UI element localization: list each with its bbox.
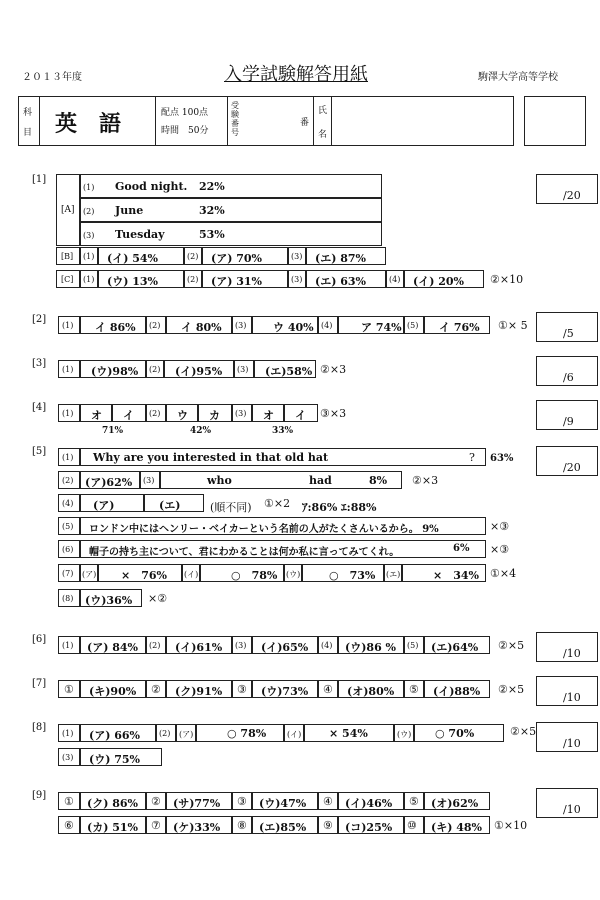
answer-9-9[interactable]: (コ)25% [338,816,404,834]
answer-5-4a[interactable]: (ア) [80,494,144,512]
total-score-box[interactable] [524,96,586,146]
answer-6-4[interactable]: (ウ)86 % [338,636,404,654]
answer-8-3[interactable]: (ウ) 75% [80,748,162,766]
answer-5-7b[interactable]: ○ 78% [200,564,284,582]
answer-2-2[interactable]: イ 80% [166,316,232,334]
section-3-label: [3] [32,358,47,369]
answer-1c-4[interactable]: (イ) 20% [404,270,484,288]
answer-9-1[interactable]: (ク) 86% [80,792,146,810]
section-1a-row-2[interactable]: (2) June 32% [80,198,382,222]
answer-1b-2[interactable]: (ア) 70% [202,247,288,265]
answer-1b-1[interactable]: (イ) 54% [98,247,184,265]
answer-9-7[interactable]: (ケ)33% [166,816,232,834]
answer-5-7d[interactable]: × 34% [402,564,486,582]
answer-9-8[interactable]: (エ)85% [252,816,318,834]
answer-7-3[interactable]: (ウ)73% [252,680,318,698]
section-1a-row-3[interactable]: (3) Tuesday 53% [80,222,382,246]
answer-4-3a[interactable]: オ [252,404,284,422]
answer-3-3[interactable]: (エ)58% [254,360,316,378]
time-limit: 時間 50分 [161,126,209,136]
answer-9-10[interactable]: (キ) 48% [424,816,490,834]
points: 配点 100点 [161,108,209,118]
answer-5-5[interactable]: ロンドン中にはヘンリー・ベイカーという名前の人がたくさんいるから。 9% [80,517,486,535]
sheet-title: 入学試験解答用紙 [224,64,368,85]
answer-6-1[interactable]: (ア) 84% [80,636,146,654]
section-4-label: [4] [32,402,47,413]
section-4-score[interactable]: /9 [536,400,598,430]
section-4-multiplier: ③×3 [320,407,347,420]
answer-2-3[interactable]: ウ 40% [252,316,318,334]
answer-1c-3[interactable]: (エ) 63% [306,270,386,288]
answer-5-2[interactable]: (ア)62% [80,471,140,489]
section-7-label: [7] [32,678,47,689]
section-1-label: [1] [32,174,47,185]
answer-4-2b[interactable]: カ [198,404,232,422]
section-5-label: [5] [32,446,47,457]
section-3-score[interactable]: /6 [536,356,598,386]
answer-7-2[interactable]: (ク)91% [166,680,232,698]
answer-5-1[interactable]: Why are you interested in that old hat ? [80,448,486,466]
answer-6-5[interactable]: (エ)64% [424,636,490,654]
answer-7-5[interactable]: (イ)88% [424,680,490,698]
answer-6-3[interactable]: (イ)65% [252,636,318,654]
answer-9-2[interactable]: (サ)77% [166,792,232,810]
section-1a-row-1[interactable]: (1) Good night. 22% [80,174,382,198]
answer-4-3b[interactable]: イ [284,404,318,422]
answer-4-2a[interactable]: ウ [166,404,198,422]
exam-number-label: 受験番号 [231,101,239,137]
section-1-multiplier: ②×10 [490,273,524,286]
answer-5-4b[interactable]: (エ) [144,494,204,512]
answer-9-4[interactable]: (イ)46% [338,792,404,810]
answer-1c-1[interactable]: (ウ) 13% [98,270,184,288]
answer-2-1[interactable]: イ 86% [80,316,146,334]
answer-8-1[interactable]: (ア) 66% [80,724,156,742]
answer-5-3[interactable]: who had 8% [160,471,402,489]
section-6-label: [6] [32,634,47,645]
name-field[interactable] [332,97,512,145]
answer-7-1[interactable]: (キ)90% [80,680,146,698]
answer-5-6[interactable]: 帽子の持ち主について、君にわかることは何か私に言ってみてくれ。 6% [80,540,486,558]
answer-5-8[interactable]: (ウ)36% [80,589,142,607]
answer-8-2c[interactable]: ○ 70% [414,724,504,742]
info-box: 科 目 英 語 配点 100点 時間 50分 受験番号 番 氏 名 [18,96,514,146]
answer-1c-2[interactable]: (ア) 31% [202,270,288,288]
answer-5-7a[interactable]: × 76% [98,564,182,582]
answer-8-2a[interactable]: ○ 78% [196,724,284,742]
answer-2-5[interactable]: イ 76% [424,316,490,334]
section-6-score[interactable]: /10 [536,632,598,662]
section-9-label: [9] [32,790,47,801]
answer-5-7c[interactable]: ○ 73% [302,564,384,582]
subject-label: 科 [23,108,33,118]
section-9-score[interactable]: /10 [536,788,598,818]
section-5-score[interactable]: /20 [536,446,598,476]
section-2-score[interactable]: /5 [536,312,598,342]
answer-9-6[interactable]: (カ) 51% [80,816,146,834]
answer-6-2[interactable]: (イ)61% [166,636,232,654]
answer-3-1[interactable]: (ウ)98% [80,360,146,378]
answer-1b-3[interactable]: (エ) 87% [306,247,386,265]
school-name: 駒澤大学高等学校 [478,72,558,83]
section-1a-group: [A] [56,174,80,246]
answer-8-2b[interactable]: × 54% [304,724,394,742]
answer-3-2[interactable]: (イ)95% [164,360,234,378]
section-8-label: [8] [32,722,47,733]
subject-name: 英 語 [55,111,122,137]
section-2-multiplier: ①× 5 [498,319,528,332]
answer-4-1a[interactable]: オ [80,404,112,422]
answer-9-5[interactable]: (オ)62% [424,792,490,810]
section-8-score[interactable]: /10 [536,722,598,752]
section-1-score[interactable]: /20 [536,174,598,204]
section-7-score[interactable]: /10 [536,676,598,706]
answer-4-1b[interactable]: イ [112,404,146,422]
answer-7-4[interactable]: (オ)80% [338,680,404,698]
answer-2-4[interactable]: ア 74% [338,316,404,334]
section-2-label: [2] [32,314,47,325]
answer-9-3[interactable]: (ウ)47% [252,792,318,810]
section-3-multiplier: ②×3 [320,363,347,376]
name-label: 氏 [318,106,328,116]
exam-year: ２０１３年度 [22,72,82,83]
